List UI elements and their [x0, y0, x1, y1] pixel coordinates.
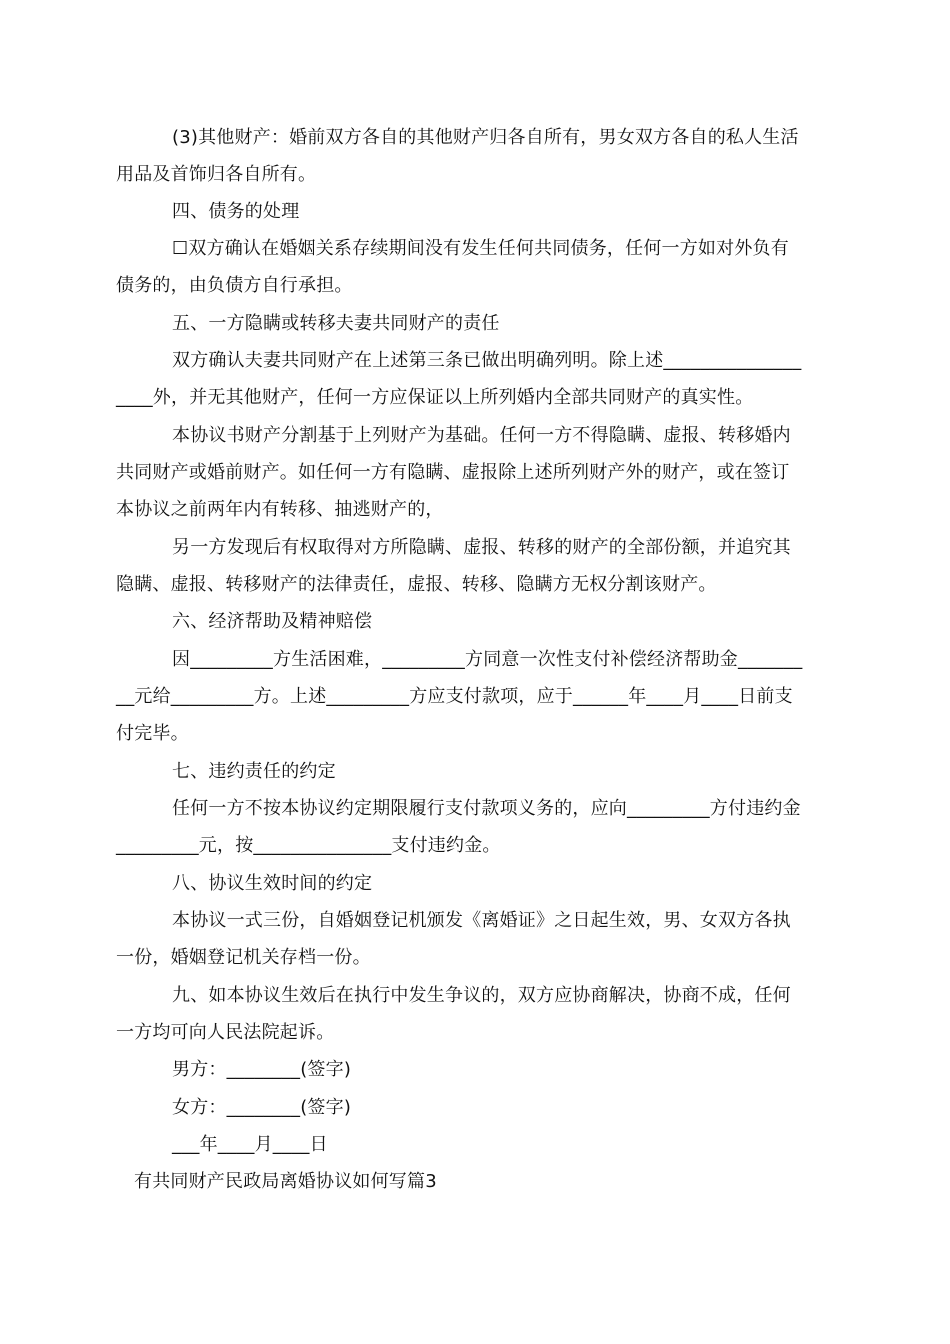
paragraph-line: 一方均可向人民法院起诉。	[116, 1022, 335, 1043]
section-heading: 四、债务的处理	[172, 201, 300, 222]
paragraph-line: 本协议之前两年内有转移、抽逃财产的，	[116, 499, 444, 520]
paragraph-line: 本协议书财产分割基于上列财产为基础。任何一方不得隐瞒、虚报、转移婚内	[172, 425, 791, 446]
paragraph-line: 用品及首饰归各自所有。	[116, 164, 317, 185]
paragraph-line: (3)其他财产：婚前双方各自的其他财产归各自所有，男女双方各自的私人生活	[172, 127, 799, 148]
section-heading: 六、经济帮助及精神赔偿	[172, 611, 373, 632]
paragraph-line: 共同财产或婚前财产。如任何一方有隐瞒、虚报除上述所列财产外的财产，或在签订	[116, 462, 790, 483]
paragraph-line: 一份，婚姻登记机关存档一份。	[116, 947, 371, 968]
paragraph-line: ☐双方确认在婚姻关系存续期间没有发生任何共同债务，任何一方如对外负有	[172, 238, 789, 259]
section-heading: 七、违约责任的约定	[172, 761, 336, 782]
paragraph-line: 任何一方不按本协议约定期限履行支付款项义务的，应向_________方付违约金	[172, 798, 801, 819]
paragraph-line: 双方确认夫妻共同财产在上述第三条已做出明确列明。除上述_______________	[172, 350, 802, 371]
next-article-title: 有共同财产民政局离婚协议如何写篇3	[134, 1171, 437, 1192]
paragraph-line: 九、如本协议生效后在执行中发生争议的，双方应协商解决，协商不成，任何	[172, 985, 791, 1006]
paragraph-line: 因_________方生活困难，_________方同意一次性支付补偿经济帮助金_______	[172, 649, 803, 670]
paragraph-line: 本协议一式三份，自婚姻登记机颁发《离婚证》之日起生效，男、女双方各执	[172, 910, 791, 931]
paragraph-line: __元给_________方。上述_________方应支付款项，应于______年____月____日前支	[116, 686, 793, 707]
paragraph-line: ____外，并无其他财产，任何一方应保证以上所列婚内全部共同财产的真实性。	[116, 387, 754, 408]
paragraph-line: 债务的，由负债方自行承担。	[116, 275, 353, 296]
paragraph-line: 付完毕。	[116, 723, 189, 744]
signature-female: 女方：________(签字)	[172, 1097, 352, 1118]
paragraph-line: _________元，按_______________支付违约金。	[116, 835, 501, 856]
signature-male: 男方：________(签字)	[172, 1059, 352, 1080]
paragraph-line: 隐瞒、虚报、转移财产的法律责任，虚报、转移、隐瞒方无权分割该财产。	[116, 574, 717, 595]
section-heading: 五、一方隐瞒或转移夫妻共同财产的责任	[172, 313, 500, 334]
section-heading: 八、协议生效时间的约定	[172, 873, 373, 894]
signature-date: ___年____月____日	[172, 1134, 328, 1155]
paragraph-line: 另一方发现后有权取得对方所隐瞒、虚报、转移的财产的全部份额，并追究其	[172, 537, 791, 558]
